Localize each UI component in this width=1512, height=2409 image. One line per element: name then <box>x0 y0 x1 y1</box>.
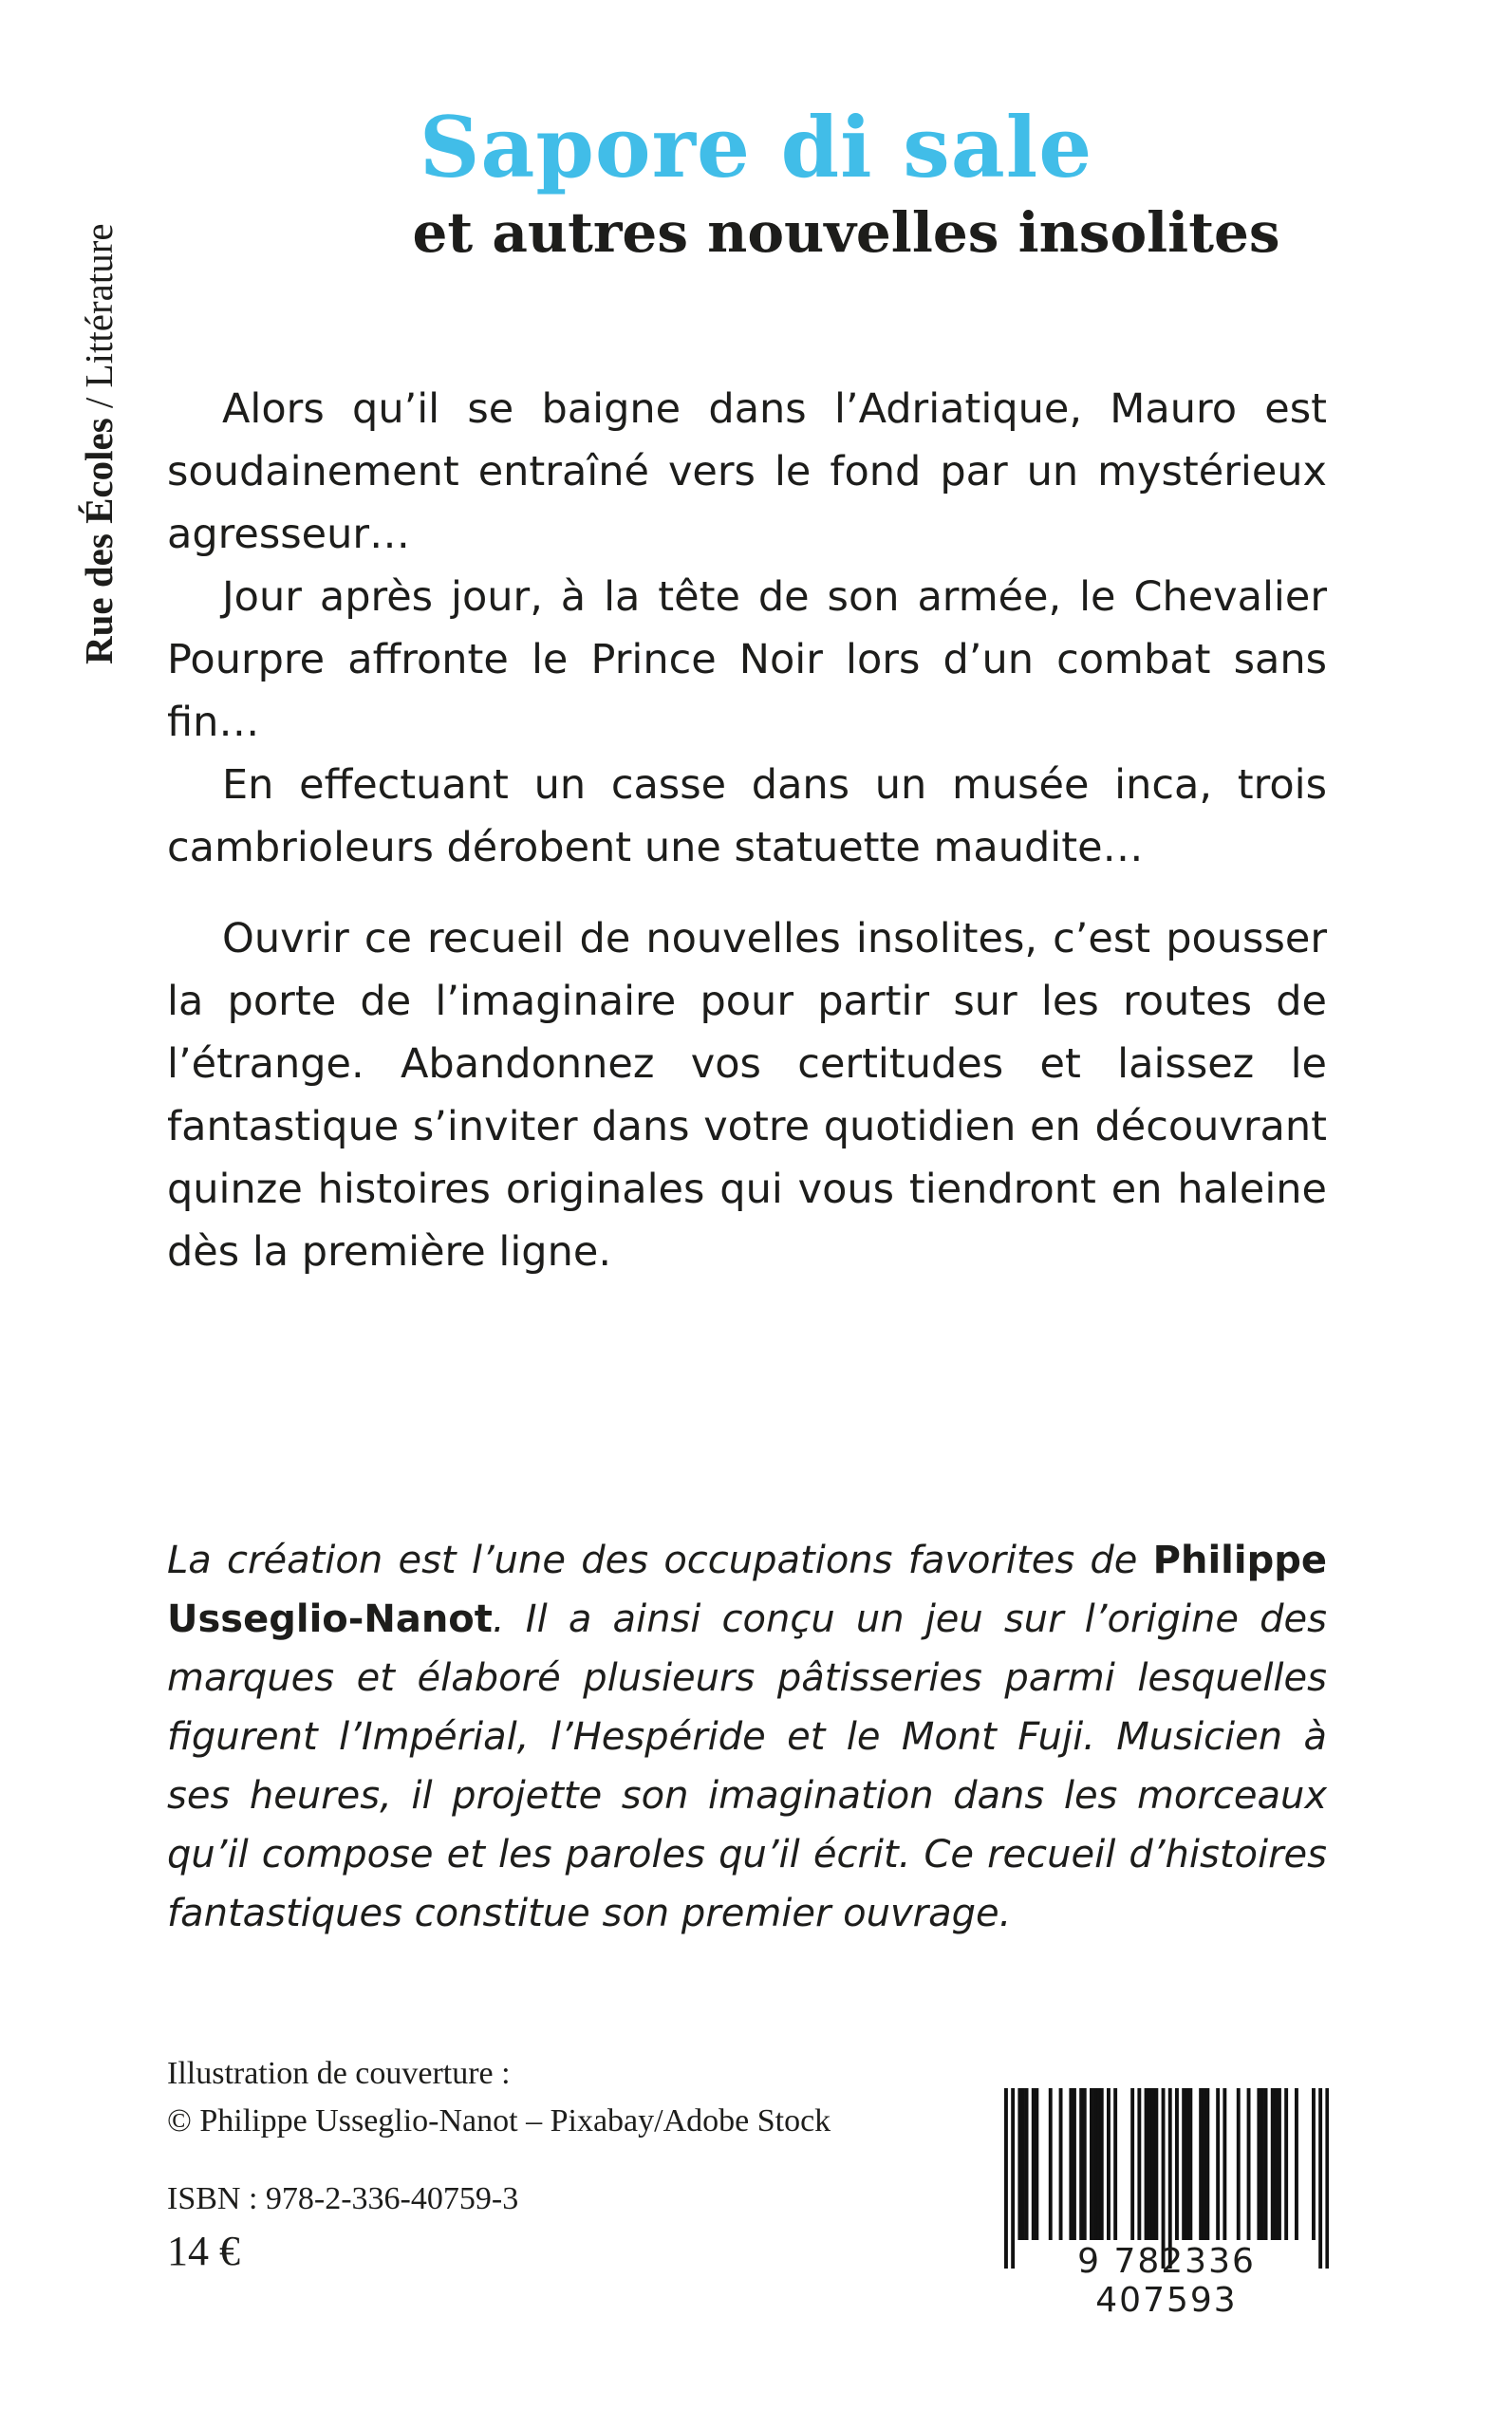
barcode-bar <box>1069 2088 1073 2240</box>
barcode-bar <box>1148 2088 1151 2240</box>
barcode-bar <box>1073 2088 1076 2240</box>
barcode-bar <box>1090 2088 1093 2240</box>
blurb-summary <box>167 907 1327 1283</box>
barcode-bar <box>1271 2088 1275 2240</box>
barcode-bar <box>1278 2088 1281 2240</box>
credits-holder: © Philippe Usseglio-Nanot – Pixabay/Adobe Stock <box>167 2103 831 2138</box>
bio-rest: . Il a ainsi conçu un jeu sur l’origine des marques et élaboré plusieurs pâtisseries parmi lesquelles figurent l’Impérial, l’Hespéride et le Mont Fuji. Musicien à ses heures, il projette son imagination dans les morceaux qu’il compose et les paroles qu’il écrit. Ce recueil d’histoires fantastiques constitue son premier ouvrage. <box>167 1597 1327 1935</box>
barcode-bar <box>1145 2088 1148 2240</box>
barcode-bar <box>1182 2088 1185 2240</box>
barcode-bar <box>1083 2088 1087 2240</box>
category-name: Littérature <box>77 223 121 388</box>
barcode-bar <box>1107 2088 1111 2240</box>
barcode-bar <box>1096 2088 1100 2240</box>
barcode-bar <box>1247 2088 1251 2240</box>
barcode-bar <box>1237 2088 1241 2240</box>
barcode-digits: 9 782336 407593 <box>1077 2242 1256 2320</box>
barcode-bar <box>1257 2088 1260 2240</box>
barcode-bar <box>1185 2088 1189 2240</box>
barcode-bar <box>1203 2088 1206 2240</box>
barcode-bar <box>1260 2088 1264 2240</box>
barcode-bar <box>1021 2088 1025 2240</box>
collection-name: Rue des Écoles <box>77 418 121 664</box>
barcode-bar <box>1199 2088 1203 2240</box>
cover-credits <box>167 2050 831 2145</box>
barcode-bar <box>1137 2088 1141 2240</box>
barcode-bar <box>1025 2088 1029 2240</box>
barcode-bar <box>1223 2088 1226 2240</box>
book-subtitle: et autres nouvelles insolites <box>412 200 1280 265</box>
barcode-bar <box>1205 2088 1209 2240</box>
barcode-bar <box>1032 2088 1036 2240</box>
isbn: ISBN : 978-2-336-40759-3 <box>167 2181 519 2216</box>
teaser-paragraph: Alors qu’il se baigne dans l’Adriatique, Mauro est soudainement entraîné vers le fond par un mystérieux agresseur… <box>167 385 1327 558</box>
teaser-paragraph: Jour après jour, à la tête de son armée, le Chevalier Pourpre affronte le Prince Noir lors d’un combat sans fin… <box>167 573 1327 746</box>
barcode-bar <box>1188 2088 1192 2240</box>
barcode-bar <box>1079 2088 1083 2240</box>
barcode-bar <box>1113 2088 1117 2240</box>
bio-intro: La création est l’une des occupations favorites de <box>167 1539 1153 1582</box>
spine-separator: / <box>77 387 121 419</box>
spine-label <box>76 223 121 664</box>
barcode-bar <box>1049 2088 1053 2240</box>
barcode-bar <box>1100 2088 1104 2240</box>
price: 14 € <box>167 2228 240 2274</box>
barcode-bar <box>1175 2088 1179 2240</box>
author-bio <box>167 1531 1327 1943</box>
barcode-bar <box>1264 2088 1268 2240</box>
title-block <box>0 95 1512 266</box>
credits-label: Illustration de couverture : <box>167 2056 511 2091</box>
barcode-bar <box>1017 2088 1021 2240</box>
blurb-teasers <box>167 378 1327 879</box>
summary-paragraph: Ouvrir ce recueil de nouvelles insolites, c’est pousser la porte de l’imaginaire pour partir sur les routes de l’étrange. Abandonnez vos certitudes et laissez le fantastique s’inviter dans votre quotidien en découvrant quinze histoires originales qui vous tiendront en haleine dès la première ligne. <box>167 915 1327 1276</box>
teaser-paragraph: En effectuant un casse dans un musée inca, trois cambrioleurs dérobent une statuette maudite… <box>167 761 1327 871</box>
barcode-bar <box>1284 2088 1288 2240</box>
barcode-bar <box>1151 2088 1155 2240</box>
barcode-bar <box>1274 2088 1278 2240</box>
barcode-bar <box>1130 2088 1134 2240</box>
author-name: Philippe Usseglio-Nanot <box>167 1539 1327 1641</box>
barcode-bar <box>1216 2088 1220 2240</box>
barcode-bar <box>1295 2088 1298 2240</box>
barcode-bar <box>1154 2088 1158 2240</box>
book-title: Sapore di sale <box>419 98 1093 196</box>
barcode-bar <box>1035 2088 1038 2240</box>
barcode-bar <box>1312 2088 1316 2240</box>
barcode-bar <box>1093 2088 1097 2240</box>
barcode-bar <box>1059 2088 1063 2240</box>
